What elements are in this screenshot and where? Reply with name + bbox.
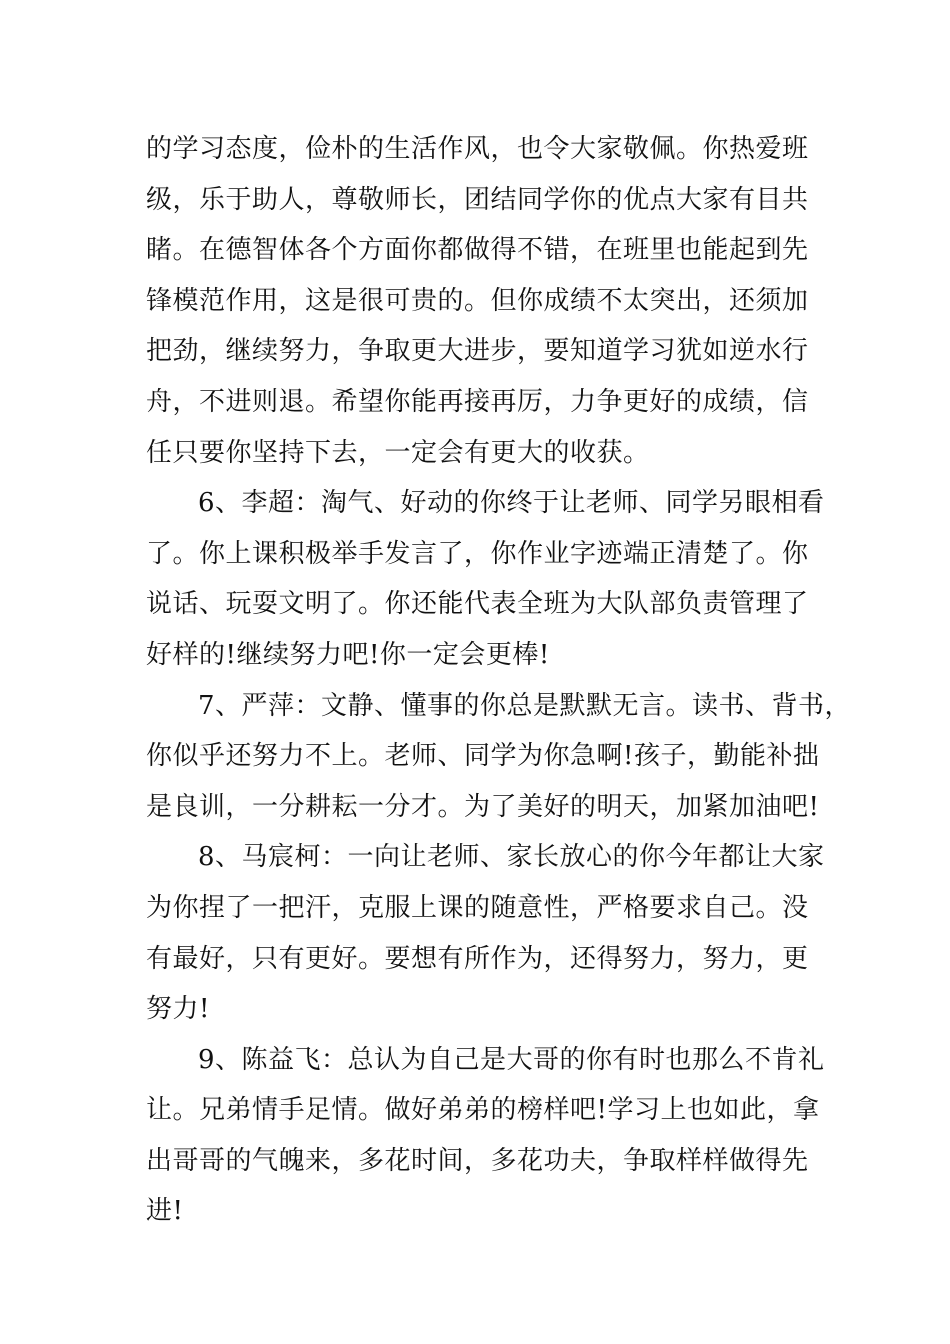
paragraph-start-line: 7、严萍：文静、懂事的你总是默默无言。读书、背书， [198,690,852,721]
text-line: 舟，不进则退。希望你能再接再厉，力争更好的成绩，信 [146,386,809,417]
text-line: 有最好，只有更好。要想有所作为，还得努力，努力，更 [146,943,809,974]
text-line: 睹。在德智体各个方面你都做得不错，在班里也能起到先 [146,235,809,266]
text-line: 的学习态度，俭朴的生活作风，也令大家敬佩。你热爱班 [146,134,809,164]
text-line: 努力! [146,994,210,1025]
document-body [146,124,852,1237]
paragraph-start-line: 6、李超：淘气、好动的你终于让老师、同学另眼相看 [198,488,825,519]
paragraph-start-line: 8、马宸柯：一向让老师、家长放心的你今年都让大家 [198,842,825,873]
text-line: 锋模范作用，这是很可贵的。但你成绩不太突出，还须加 [146,285,809,316]
text-line: 你似乎还努力不上。老师、同学为你急啊!孩子，勤能补拙 [146,741,820,772]
text-line: 级，乐于助人，尊敬师长，团结同学你的优点大家有目共 [146,184,809,215]
paragraph-start-line: 9、陈益飞：总认为自己是大哥的你有时也那么不肯礼 [198,1044,825,1075]
text-line: 为你捏了一把汗，克服上课的随意性，严格要求自己。没 [146,892,809,923]
text-line: 任只要你坚持下去，一定会有更大的收获。 [146,437,650,468]
text-line: 好样的!继续努力吧!你一定会更棒! [146,639,550,670]
text-line: 出哥哥的气魄来，多花时间，多花功夫，争取样样做得先 [146,1145,809,1176]
text-line: 了。你上课积极举手发言了，你作业字迹端正清楚了。你 [146,538,809,569]
text-line: 是良训，一分耕耘一分才。为了美好的明天，加紧加油吧! [146,791,820,822]
text-line: 说话、玩耍文明了。你还能代表全班为大队部负责管理了 [146,589,809,620]
text-line: 进! [146,1196,184,1227]
text-line: 让。兄弟情手足情。做好弟弟的榜样吧!学习上也如此，拿 [146,1095,820,1126]
text-line: 把劲，继续努力，争取更大进步，要知道学习犹如逆水行 [146,336,809,367]
